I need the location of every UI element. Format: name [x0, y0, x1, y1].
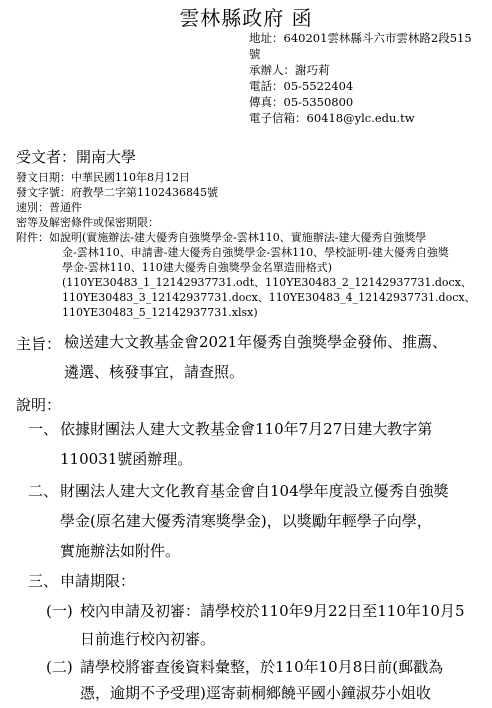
item-text: 110031號函辦理。	[60, 450, 193, 468]
recipient: 受文者：開南大學	[16, 148, 137, 166]
item-text: 財團法人建大文化教育基金會自104學年度設立優秀自強獎	[60, 482, 449, 500]
attachment-line: 附件：如說明(實施辦法-建大優秀自強獎學金-雲林110、實施辦法-建大優秀自強獎學	[16, 231, 427, 244]
subitem-marker: (二)	[46, 658, 73, 676]
attachment-file-link[interactable]: 110YE30483_5_12142937731.xlsx)	[62, 306, 258, 319]
item-text: 學金(原名建大優秀清寒獎學金)，以獎勵年輕學子向學，	[60, 512, 432, 530]
item-text: 申請期限：	[60, 572, 136, 590]
sender-fax: 傳真：05-5350800	[249, 95, 354, 109]
subitem-text: 校內申請及初審：請學校於110年9月22日至110年10月5	[80, 602, 465, 620]
item-marker: 三、	[28, 572, 59, 590]
subject-label: 主旨：	[16, 335, 62, 353]
item-marker: 二、	[28, 482, 59, 500]
item-text: 實施辦法如附件。	[60, 542, 181, 560]
item-marker: 一、	[28, 420, 59, 438]
document-title: 雲林縣政府 函	[179, 6, 313, 30]
subitem-marker: (一)	[46, 602, 73, 620]
subitem-text: 憑，逾期不予受理)逕寄莿桐鄉饒平國小鐘淑芬小姐收	[80, 684, 431, 702]
issue-number: 發文字號：府教學二字第1102436845號	[16, 186, 218, 199]
sender-email: 電子信箱：60418@ylc.edu.tw	[249, 111, 415, 125]
subitem-text: 日前進行校內初審。	[80, 630, 216, 648]
sender-handler: 承辦人：謝巧莉	[249, 63, 330, 77]
sender-address: 地址：640201雲林縣斗六市雲林路2段515	[249, 31, 472, 45]
attachment-file-link[interactable]: 110YE30483_3_12142937731.docx、110YE30483_4_12142937731.docx、	[62, 291, 476, 304]
sender-address-cont: 號	[249, 47, 261, 61]
sender-phone: 電話：05-5522404	[249, 79, 354, 93]
issue-date: 發文日期：中華民國110年8月12日	[16, 171, 190, 184]
explanation-label: 說明：	[16, 396, 62, 414]
subject-text: 檢送建大文教基金會2021年優秀自強獎學金發佈、推薦、	[64, 333, 448, 351]
attachment-line: 學金-雲林110、110建大優秀自強獎學金名單造冊格式)	[62, 261, 332, 274]
attachment-line: 金-雲林110、申請書-建大優秀自強獎學金-雲林110、學校証明-建大優秀自強獎	[62, 246, 449, 259]
subject-text: 遴選、核發事宜，請查照。	[64, 363, 245, 381]
attachment-file-link[interactable]: (110YE30483_1_12142937731.odt、110YE30483_2_12142937731.docx、	[62, 276, 472, 289]
subitem-text: 請學校將審查後資料彙整，於110年10月8日前(郵戳為	[80, 658, 444, 676]
item-text: 依據財團法人建大文教基金會110年7月27日建大教字第	[60, 420, 433, 438]
delivery-speed: 速別：普通件	[16, 201, 82, 214]
secrecy-level: 密等及解密條件或保密期限：	[16, 216, 159, 229]
